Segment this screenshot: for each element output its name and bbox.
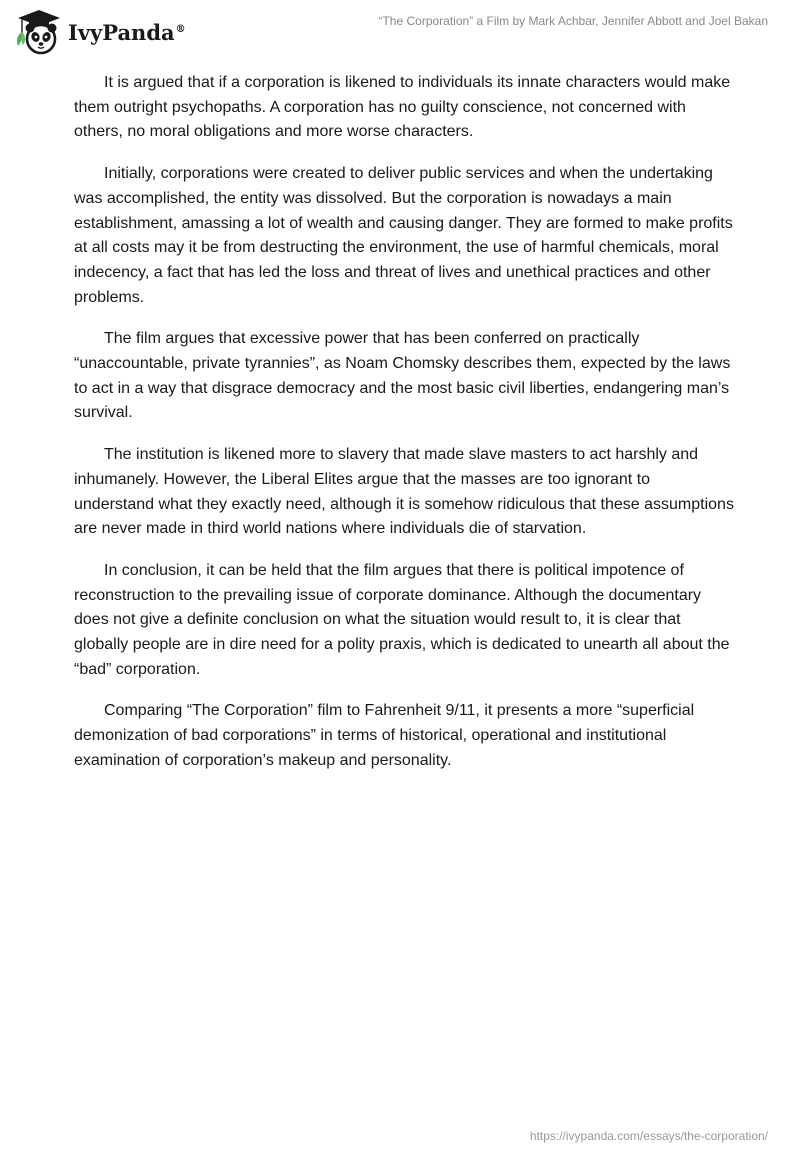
paragraph: The film argues that excessive power that has been conferred on practically “unaccountable, private tyrannies”, as Noam Chomsky describes them, expected by the laws to act in a way that disgrace democracy and the most basic civil liberties, endangering man’s survival. (74, 330, 731, 422)
document-title: “The Corporation” a Film by Mark Achbar, Jennifer Abbott and Joel Bakan (378, 14, 768, 28)
source-url[interactable]: https://ivypanda.com/essays/the-corporation/ (529, 1129, 768, 1143)
brand-name: IvyPanda® (68, 19, 186, 45)
page-header (0, 0, 800, 60)
panda-logo-icon (14, 8, 64, 56)
paragraph: The institution is likened more to slavery that made slave masters to act harshly and inhumanely. However, the Liberal Elites argue that the masses are too ignorant to understand what they exactly need, although it is somehow ridiculous that these assumptions are never made in third world nations where individuals die of starvation. (74, 446, 734, 538)
ivypanda-logo[interactable] (14, 8, 186, 56)
paragraph: Initially, corporations were created to deliver public services and when the undertaking was accomplished, the entity was dissolved. But the corporation is nowadays a main establishment, amassing a lot of wealth and causing danger. They are formed to make profits at all costs may it be from destructing the environment, the use of harmful chemicals, moral indecency, a fact that has led the loss and threat of lives and unethical practices and other problems. (74, 165, 733, 306)
essay-body (74, 71, 734, 791)
paragraph: It is argued that if a corporation is likened to individuals its innate characters would make them outright psychopaths. A corporation has no guilty conscience, not concerned with others, no moral obligations and more worse characters. (74, 74, 731, 141)
paragraph: Comparing “The Corporation” film to Fahrenheit 9/11, it presents a more “superficial demonization of bad corporations” in terms of historical, operational and institutional examination of corporation’s makeup and personality. (74, 702, 695, 769)
paragraph: In conclusion, it can be held that the film argues that there is political impotence of reconstruction to the prevailing issue of corporate dominance. Although the documentary does not give a definite conclusion on what the situation would result to, it is clear that globally people are in dire need for a polity praxis, which is dedicated to unearth all about the “bad” corporation. (74, 561, 730, 678)
